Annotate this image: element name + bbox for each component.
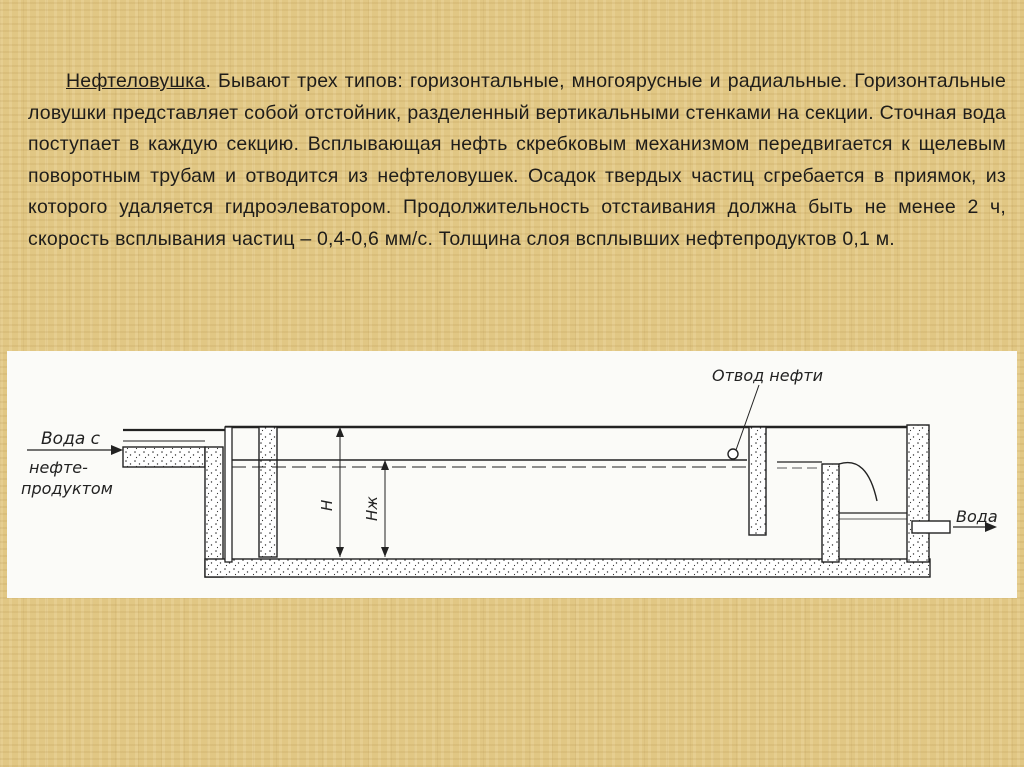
oil-trap-drawing [7, 351, 1017, 598]
oil-trap-diagram [7, 351, 1017, 598]
term-oil-trap: Нефтеловушка [66, 70, 206, 92]
oil-outlet-label: Отвод нефти [712, 366, 823, 385]
depth-label: H [318, 499, 336, 511]
inlet-label-line1: Вода с [41, 429, 100, 449]
water-outlet-pipe [912, 521, 950, 533]
working-depth-label: Hж [363, 496, 381, 521]
oil-outlet-pipe [728, 449, 738, 459]
inlet-label-line2: нефте- [29, 458, 88, 477]
end-wall [907, 425, 929, 562]
tank-bottom-wall [205, 559, 930, 577]
outlet-label: Вода [956, 507, 998, 526]
overflow-flow-arc [839, 463, 877, 501]
baffle-wall [749, 427, 766, 535]
overflow-wall [822, 464, 839, 562]
inlet-label-line3: продуктом [21, 479, 113, 498]
description-paragraph [28, 66, 1006, 255]
inlet-partition-thin [225, 427, 232, 562]
inlet-channel [123, 430, 225, 577]
inlet-partition-wall [259, 427, 277, 557]
depth-dimension-h [336, 427, 344, 557]
depth-dimension-hw [381, 460, 389, 557]
paragraph-body: . Бывают трех типов: горизонтальные, многоярусные и радиальные. Горизонтальные ловушки представляет собой отстойник, разделенный вертикальными стенками на секции. Сточная вода поступает в каждую секцию. Всплывающая нефть скребковым механизмом передвигается к щелевым поворотным трубам и отводится из нефтеловушек. Осадок твердых частиц сгребается в приямок, из которого удаляется гидроэлеватором. Продолжительность отстаивания должна быть не менее 2 ч, скорость всплывания частиц – 0,4-0,6 мм/с. Толщина слоя всплывших нефтепродуктов 0,1 м. [28, 70, 1006, 250]
